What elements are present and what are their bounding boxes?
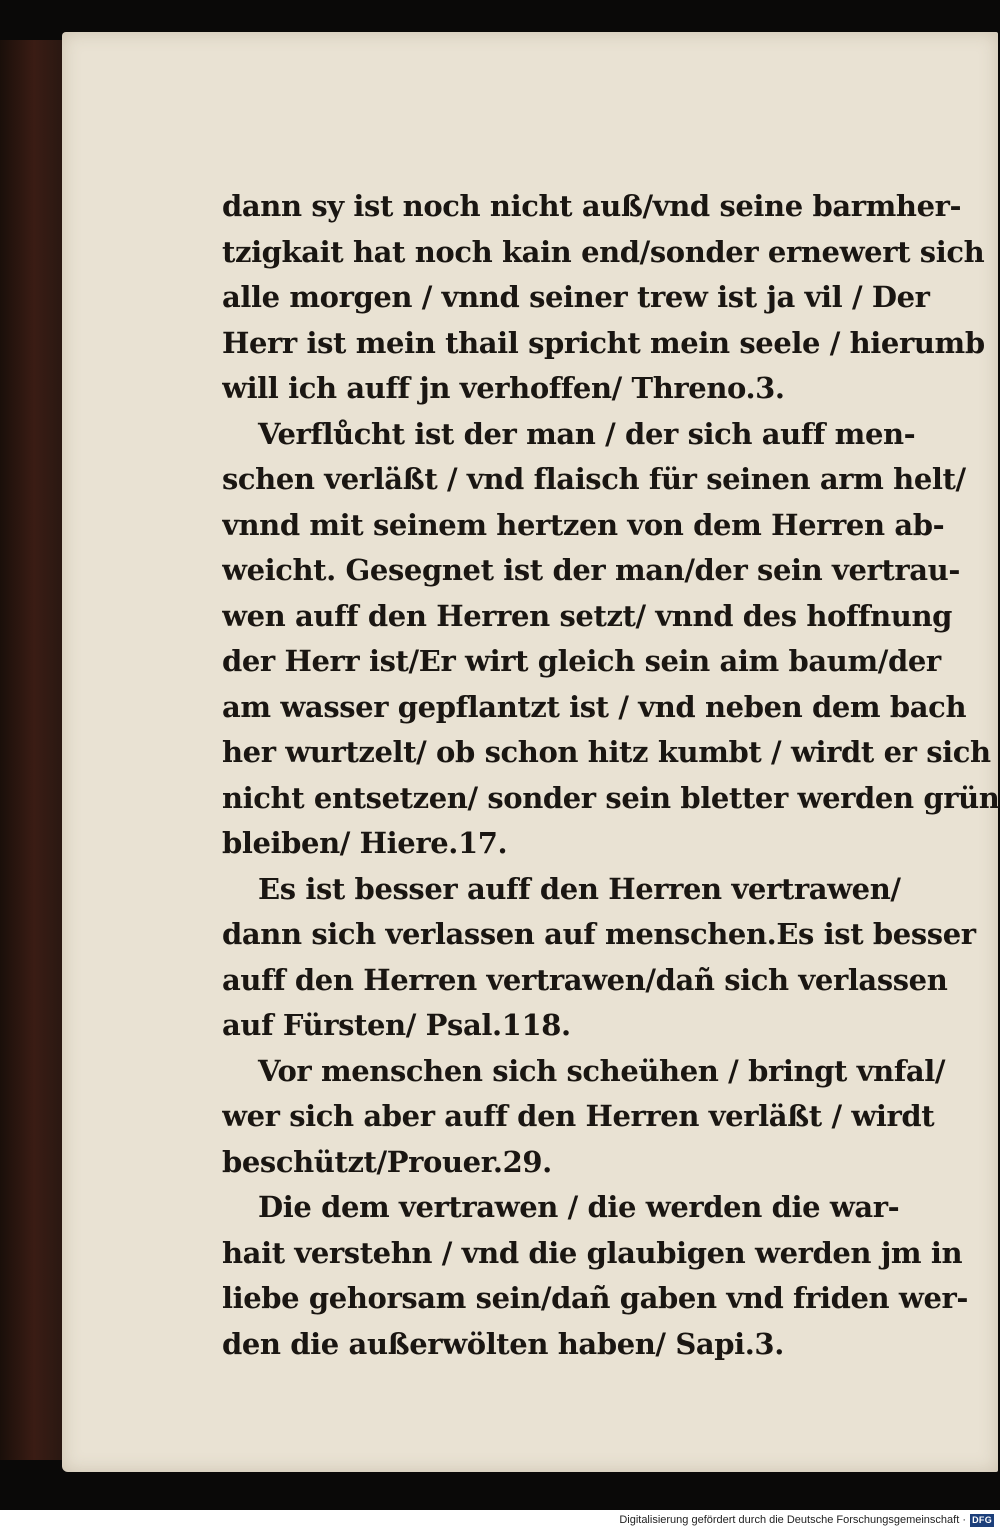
text-line: den die außerwölten haben/ Sapi.3. [222, 1326, 784, 1361]
text-line: schen verläßt / vnd flaisch für seinen arm helt/ [222, 462, 966, 496]
text-line: her wurtzelt/ ob schon hitz kumbt / wirdt er sich [222, 735, 991, 769]
paragraph-start-line: Es ist besser auff den Herren vertrawen/ [258, 871, 901, 906]
page-text [222, 184, 1000, 1367]
paragraph-start-line: Die dem vertrawen / die werden die war- [258, 1190, 900, 1224]
text-line: bleiben/ Hiere.17. [222, 826, 508, 860]
text-line: wen auff den Herren setzt/ vnnd des hoffnung [222, 598, 953, 633]
text-line: wer sich aber auff den Herren verläßt / wirdt [222, 1099, 935, 1133]
funding-credit: Digitalisierung gefördert durch die Deutsche Forschungsgemeinschaft · [619, 1514, 966, 1526]
text-line: dann sich verlassen auf menschen.Es ist besser [222, 917, 976, 951]
text-line: will ich auff jn verhoffen/ Threno.3. [222, 371, 785, 405]
text-line: beschützt/Prouer.29. [222, 1144, 552, 1179]
book-page [62, 32, 998, 1472]
text-line: dann sy ist noch nicht auß/vnd seine barmher- [222, 189, 962, 223]
paragraph-start-line: Verflůcht ist der man / der sich auff men- [258, 416, 916, 451]
text-line: tzigkait hat noch kain end/sonder ernewert sich [222, 234, 985, 269]
dfg-logo: DFG [972, 1515, 992, 1525]
text-line: liebe gehorsam sein/dañ gaben vnd friden wer- [222, 1281, 969, 1315]
text-line: der Herr ist/Er wirt gleich sein aim baum/der [222, 644, 941, 678]
text-line: vnnd mit seinem hertzen von dem Herren ab- [222, 507, 945, 542]
text-line: auf Fürsten/ Psal.118. [222, 1008, 571, 1042]
binding-edge [0, 40, 62, 1460]
text-line: weicht. Gesegnet ist der man/der sein vertrau- [222, 553, 960, 587]
text-line: am wasser gepflantzt ist / vnd neben dem bach [222, 689, 967, 724]
text-line: Herr ist mein thail spricht mein seele / hierumb [222, 325, 985, 360]
text-line: nicht entsetzen/ sonder sein bletter werden grün [222, 780, 1000, 815]
text-line: auff den Herren vertrawen/dañ sich verlassen [222, 962, 948, 997]
text-line: alle morgen / vnnd seiner trew ist ja vil / Der [222, 280, 930, 314]
paragraph-start-line: Vor menschen sich scheühen / bringt vnfal/ [258, 1053, 946, 1088]
text-line: hait verstehn / vnd die glaubigen werden jm in [222, 1235, 963, 1270]
